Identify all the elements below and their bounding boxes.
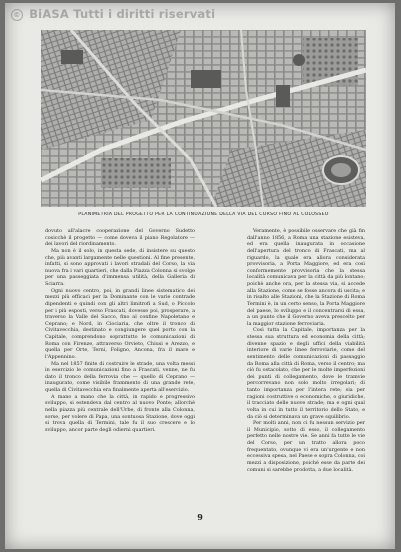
copyright-icon: © bbox=[11, 9, 23, 21]
left-paragraph: A mano a mano che la città, in rapido e progressivo sviluppo, si estendeva dal centro al nuovo Ponte; allorchè nella piazza più centrale dell'Urbe, di fronte alla Colonna, sorse, per volere di Papa, una sontuosa Stazione, dove oggi si trova quella di Termini, tale fu il suo crescere e lo sviluppo, ancor parte degli odierni quartieri. bbox=[45, 393, 195, 433]
right-paragraph: Per molti anni, non ci fu nessun servizio per il Municipio, sotto di esso, il collegamento perfetto nelle nostre vie. Se anni fa tutte le vie del Corso, per un tratto allora poco frequentato, ovunque vi era un'urgente e non eccessiva spesa, nel Paese e sopra Colonna, coi mezzi a disposizione, poichè esse da parte dei comuni si sarebbe prodotta, a due località. bbox=[247, 420, 365, 473]
right-text-column bbox=[247, 228, 365, 473]
map-plate-figure bbox=[41, 30, 366, 207]
map-plate-icon bbox=[41, 30, 366, 207]
left-text-column bbox=[45, 228, 195, 433]
scanned-page bbox=[5, 3, 395, 549]
figure-caption: PLANIMETRIA DEL PROGETTO PER LA CONTINUAZIONE DELLA VIA DEL CORSO FINO AL COLOSSEO bbox=[78, 212, 329, 217]
watermark-text: BiASA Tutti i diritti riservati bbox=[29, 7, 216, 21]
left-paragraph: Ma non è il solo, in questa sede, di insistere su questo che, più avanti largamente nelle questioni. Al fine presente, infatti, si sono approvati i lavori stradali del Corso, la via nuova fra i vari quartieri, che dalla Piazza Colonna si svolge per una passeggiata d'immensa utilità, della Galleria di Sciarra. bbox=[45, 247, 195, 287]
left-paragraph: Ma nel 1857 finite di costruire le strade, una volta messi in esercizio le comunicazioni fino a Frascati, venne, ne fu dato il tronco della ferrovia che — quello di Ceprano — inaugurato, come visibile frammento di una grande rete, quella di Civitavecchia era finalmente aperta all'esercizio. bbox=[45, 360, 195, 393]
page-number: 9 bbox=[197, 512, 203, 522]
left-paragraph: Ogni nuovo centro, poi, in grandi linee sistematico dei mezzi più efficaci per la Dominante con le varie contrade dipendenti e quindi con gli altri limitrofi a Sud, o Piccolo per i più esposti, verso Frascati, dovesse poi, prosperare, a traverso la Valle del Sacco, fino al confine Napoletano e Ceprano; e Nord, in Ciociaria, che oltre il tronco di Civitavecchia, destinato e congiungere quel porto con la Capitale, comprendono soprattutto le comunicazioni di Roma con Firenze, attraverso Orvieto, Chiusi e Arezzo, e quella per Orte, Terni, Foligno, Ancona, fra il mare e l'Appennino. bbox=[45, 287, 195, 360]
watermark bbox=[11, 7, 215, 21]
left-paragraph: dovuto all'alacre cooperazione del Governo Sudetto cosicchè il progetto — come doveva il piano Regolatore — dei lavori del riordinamento. bbox=[45, 228, 195, 248]
right-paragraph: Così tutta la Capitale, importanza per la stessa sua struttura ed economia della città; divenne spazio e degli uffici della viabilità interiore di varie linee ferroviarie, come del sentimento delle comunicazioni di passaggio da Roma alla città di Roma, verso il centro; ma ciò fu ostacolato, che per le molte imperfezioni dei punti di collegamento, dove le tramvie percorrevano non solo molto irregolari; di tanto importanza per l'intera rete; sia per ragioni costruttive o economiche, o giuridiche, il tracciato delle nuove strade; ma e ogni qual volta in cui in tutto il territorio dello Stato, e da ciò si determinava un grave squilibrio. bbox=[247, 327, 365, 420]
right-paragraph: Veramente, è possibile osservare che già fin dall'anno 1856, a Roma una stazione esisteva, ed era quella inaugurata in occasione dell'apertura del tronco di Frascati, ma al riguardo, la quale era allora considerata provvisoria, a Porta Maggiore, ed era così conformemente provvisoria che la stessa località comunicava per la città da più lontano; poichè anche ora, per la stessa via, si accede alla Stazione, come se fosse ancora di uscita; e in risalto alle Stazioni, che la Stazione di Roma Termini è, in un certo senso, la Porta Maggiore del paese, lo sviluppo e il concentrarsi di essa, a un punto che il Governo aveva prescelto per la maggior stazione ferroviaria. bbox=[247, 228, 365, 327]
